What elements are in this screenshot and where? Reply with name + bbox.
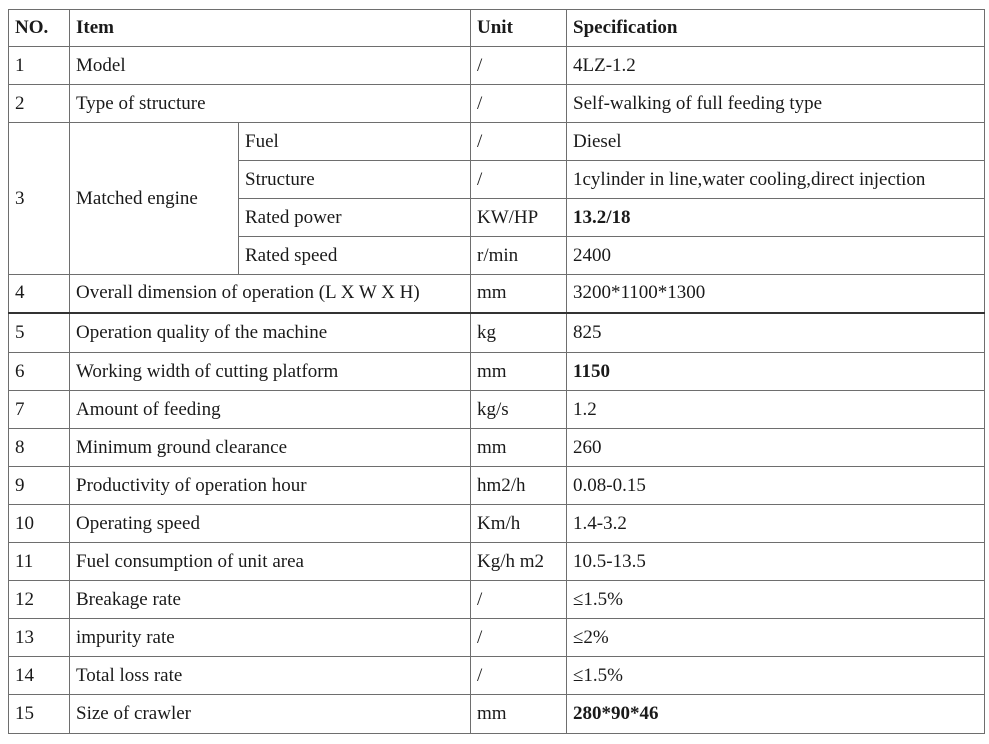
table-header-row xyxy=(9,10,985,47)
table-row xyxy=(9,123,985,161)
row-unit: / xyxy=(471,657,567,695)
row-item: Amount of feeding xyxy=(70,391,471,429)
table-row xyxy=(9,391,985,429)
row-unit: / xyxy=(471,85,567,123)
row-item: Matched engine xyxy=(70,123,239,275)
row-unit: r/min xyxy=(471,237,567,275)
row-spec: 0.08-0.15 xyxy=(567,467,985,505)
row-no: 9 xyxy=(9,467,70,505)
row-no: 10 xyxy=(9,505,70,543)
table-row xyxy=(9,543,985,581)
header-specification: Specification xyxy=(567,10,985,47)
row-no: 14 xyxy=(9,657,70,695)
row-item: Working width of cutting platform xyxy=(70,353,471,391)
row-spec: 825 xyxy=(567,313,985,353)
row-unit: hm2/h xyxy=(471,467,567,505)
row-spec: 1150 xyxy=(567,353,985,391)
row-unit: / xyxy=(471,47,567,85)
row-no: 8 xyxy=(9,429,70,467)
row-no: 7 xyxy=(9,391,70,429)
row-item: Operation quality of the machine xyxy=(70,313,471,353)
row-spec: 2400 xyxy=(567,237,985,275)
row-no: 11 xyxy=(9,543,70,581)
table-row xyxy=(9,505,985,543)
row-spec: 1cylinder in line,water cooling,direct injection xyxy=(567,161,985,199)
sub-item-label: Fuel xyxy=(239,123,471,161)
sub-item-label: Structure xyxy=(239,161,471,199)
row-spec: ≤1.5% xyxy=(567,657,985,695)
row-unit: KW/HP xyxy=(471,199,567,237)
table-row xyxy=(9,275,985,313)
row-no: 2 xyxy=(9,85,70,123)
row-spec: ≤2% xyxy=(567,619,985,657)
row-unit: mm xyxy=(471,695,567,734)
table-row xyxy=(9,619,985,657)
row-unit: / xyxy=(471,161,567,199)
row-item: Type of structure xyxy=(70,85,471,123)
row-unit: mm xyxy=(471,353,567,391)
row-spec: 260 xyxy=(567,429,985,467)
row-item: Total loss rate xyxy=(70,657,471,695)
row-no: 3 xyxy=(9,123,70,275)
row-unit: mm xyxy=(471,429,567,467)
specification-table xyxy=(8,9,985,734)
row-item: Breakage rate xyxy=(70,581,471,619)
header-unit: Unit xyxy=(471,10,567,47)
row-unit: / xyxy=(471,123,567,161)
row-no: 13 xyxy=(9,619,70,657)
table-row xyxy=(9,695,985,734)
table-row xyxy=(9,85,985,123)
row-item: Overall dimension of operation (L X W X H) xyxy=(70,275,471,313)
row-spec: 1.4-3.2 xyxy=(567,505,985,543)
row-item: Productivity of operation hour xyxy=(70,467,471,505)
row-spec: 10.5-13.5 xyxy=(567,543,985,581)
row-unit: Km/h xyxy=(471,505,567,543)
row-item: Operating speed xyxy=(70,505,471,543)
row-unit: mm xyxy=(471,275,567,313)
row-item: Minimum ground clearance xyxy=(70,429,471,467)
row-no: 15 xyxy=(9,695,70,734)
header-no: NO. xyxy=(9,10,70,47)
header-item: Item xyxy=(70,10,471,47)
row-unit: / xyxy=(471,581,567,619)
table-row xyxy=(9,47,985,85)
row-unit: Kg/h m2 xyxy=(471,543,567,581)
row-item: Fuel consumption of unit area xyxy=(70,543,471,581)
table-row xyxy=(9,429,985,467)
table-row xyxy=(9,353,985,391)
row-no: 6 xyxy=(9,353,70,391)
sub-item-label: Rated speed xyxy=(239,237,471,275)
row-no: 4 xyxy=(9,275,70,313)
row-item: impurity rate xyxy=(70,619,471,657)
row-unit: kg xyxy=(471,313,567,353)
row-item: Size of crawler xyxy=(70,695,471,734)
table-row xyxy=(9,581,985,619)
row-unit: kg/s xyxy=(471,391,567,429)
row-unit: / xyxy=(471,619,567,657)
row-spec: 4LZ-1.2 xyxy=(567,47,985,85)
row-no: 1 xyxy=(9,47,70,85)
table-row xyxy=(9,467,985,505)
row-spec: Diesel xyxy=(567,123,985,161)
row-spec: 3200*1100*1300 xyxy=(567,275,985,313)
table-row xyxy=(9,313,985,353)
row-spec: 1.2 xyxy=(567,391,985,429)
row-spec: ≤1.5% xyxy=(567,581,985,619)
row-no: 5 xyxy=(9,313,70,353)
row-spec: Self-walking of full feeding type xyxy=(567,85,985,123)
row-spec: 13.2/18 xyxy=(567,199,985,237)
table-row xyxy=(9,657,985,695)
sub-item-label: Rated power xyxy=(239,199,471,237)
row-no: 12 xyxy=(9,581,70,619)
row-spec: 280*90*46 xyxy=(567,695,985,734)
row-item: Model xyxy=(70,47,471,85)
